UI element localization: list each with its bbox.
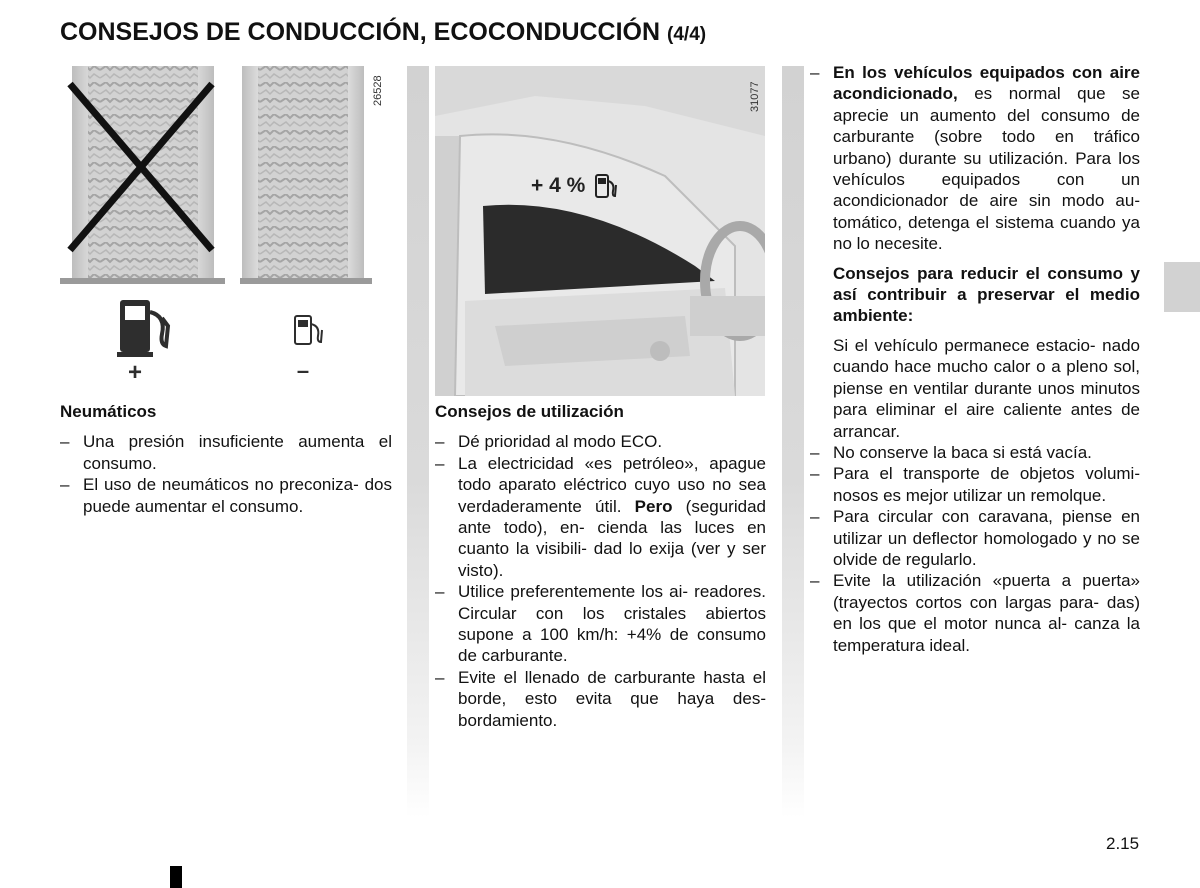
figure-ref-car: 31077 xyxy=(749,81,761,112)
column-divider-left xyxy=(407,66,429,818)
page-title xyxy=(60,18,706,47)
list-item: – No conserve la baca si está vacía. xyxy=(810,442,1140,463)
consumption-label: + 4 % xyxy=(531,174,586,197)
list-item: – Para circular con caravana, piense en utilizar un deflector homologado y no se olvide de regularlo. xyxy=(810,506,1140,570)
page-number: 2.15 xyxy=(1106,834,1140,853)
list-item: – Evite la utilización «puerta a puerta» (trayectos cortos con largas para- das) en los que el motor nunca al- canza la temperatura ideal. xyxy=(810,570,1140,656)
air-conditioning-list xyxy=(810,62,1140,255)
tips-paragraph: Si el vehículo permanece estacio- nado cuando hace mucho calor o a pleno sol, piense en ventilar durante unos minutos para eliminar el aire caliente antes de arrancar. xyxy=(833,335,1140,441)
list-item: – El uso de neumáticos no preconiza- dos puede aumentar el consumo. xyxy=(60,474,392,517)
fuel-pump-icon xyxy=(595,174,617,205)
list-item xyxy=(435,453,766,581)
tyres-section xyxy=(60,401,392,517)
list-item-text: (seguridad ante todo), en- cienda las luces en cuanto la visibili- dad lo exija (ver y ser visto). xyxy=(458,496,766,580)
car-svg xyxy=(435,66,765,396)
reduce-consumption-section xyxy=(810,62,1140,656)
edge-marker xyxy=(170,866,182,888)
fuel-pump-low-icon xyxy=(295,316,322,344)
column-divider-right xyxy=(782,66,804,818)
list-item-text: La electricidad «es petróleo», apague todo aparato eléctrico cuyo uso no sea verdaderamente útil. xyxy=(458,453,766,516)
plus-sign: + xyxy=(127,359,143,386)
tyre-svg xyxy=(60,66,390,390)
usage-tips-list xyxy=(435,431,766,731)
section-tab xyxy=(1164,262,1200,312)
title-part: (4/4) xyxy=(667,24,707,45)
tips-heading: Consejos para reducir el consumo y así contribuir a preservar el medio ambiente: xyxy=(833,263,1140,326)
minus-sign: – xyxy=(296,358,310,383)
list-item: – Para el transporte de objetos volumi- nosos es mejor utilizar un remolque. xyxy=(810,463,1140,506)
correct-tyre xyxy=(240,66,372,284)
figure-ref-tyres: 26528 xyxy=(372,75,384,106)
list-item-emphasis: Pero xyxy=(634,496,673,516)
underinflated-tyre xyxy=(60,66,225,284)
usage-tips-heading: Consejos de utilización xyxy=(435,402,624,421)
car-window-illustration xyxy=(435,66,765,396)
title-main: CONSEJOS DE CONDUCCIÓN, ECOCONDUCCIÓN xyxy=(60,18,661,46)
fuel-pump-high-icon xyxy=(117,300,168,357)
usage-tips-section xyxy=(435,401,766,731)
list-item: – Utilice preferentemente los ai- readores. Circular con los cristales abiertos supone a 100 km/h: +4% de consumo de carburante. xyxy=(435,581,766,667)
tyres-list xyxy=(60,431,392,517)
tyres-heading: Neumáticos xyxy=(60,402,157,421)
list-item: – Una presión insuficiente aumenta el consumo. xyxy=(60,431,392,474)
list-item-text: es normal que se aprecie un aumento del consumo de carburante (sobre todo en tráfico urbano) durante su utilización. Para los vehículos equipados con un acondicionador de aire sin modo au- tomático, detenga el sistema cuando ya no lo necesite. xyxy=(833,84,1141,254)
tyre-illustration xyxy=(60,66,390,390)
list-item: – Dé prioridad al modo ECO. xyxy=(435,431,766,452)
list-item-emphasis: En los vehículos equipados con aire acondicionado, xyxy=(833,63,1140,104)
tips-list xyxy=(810,442,1140,656)
list-item: – Evite el llenado de carburante hasta el borde, esto evita que haya des- bordamiento. xyxy=(435,667,766,731)
list-item xyxy=(810,62,1140,255)
